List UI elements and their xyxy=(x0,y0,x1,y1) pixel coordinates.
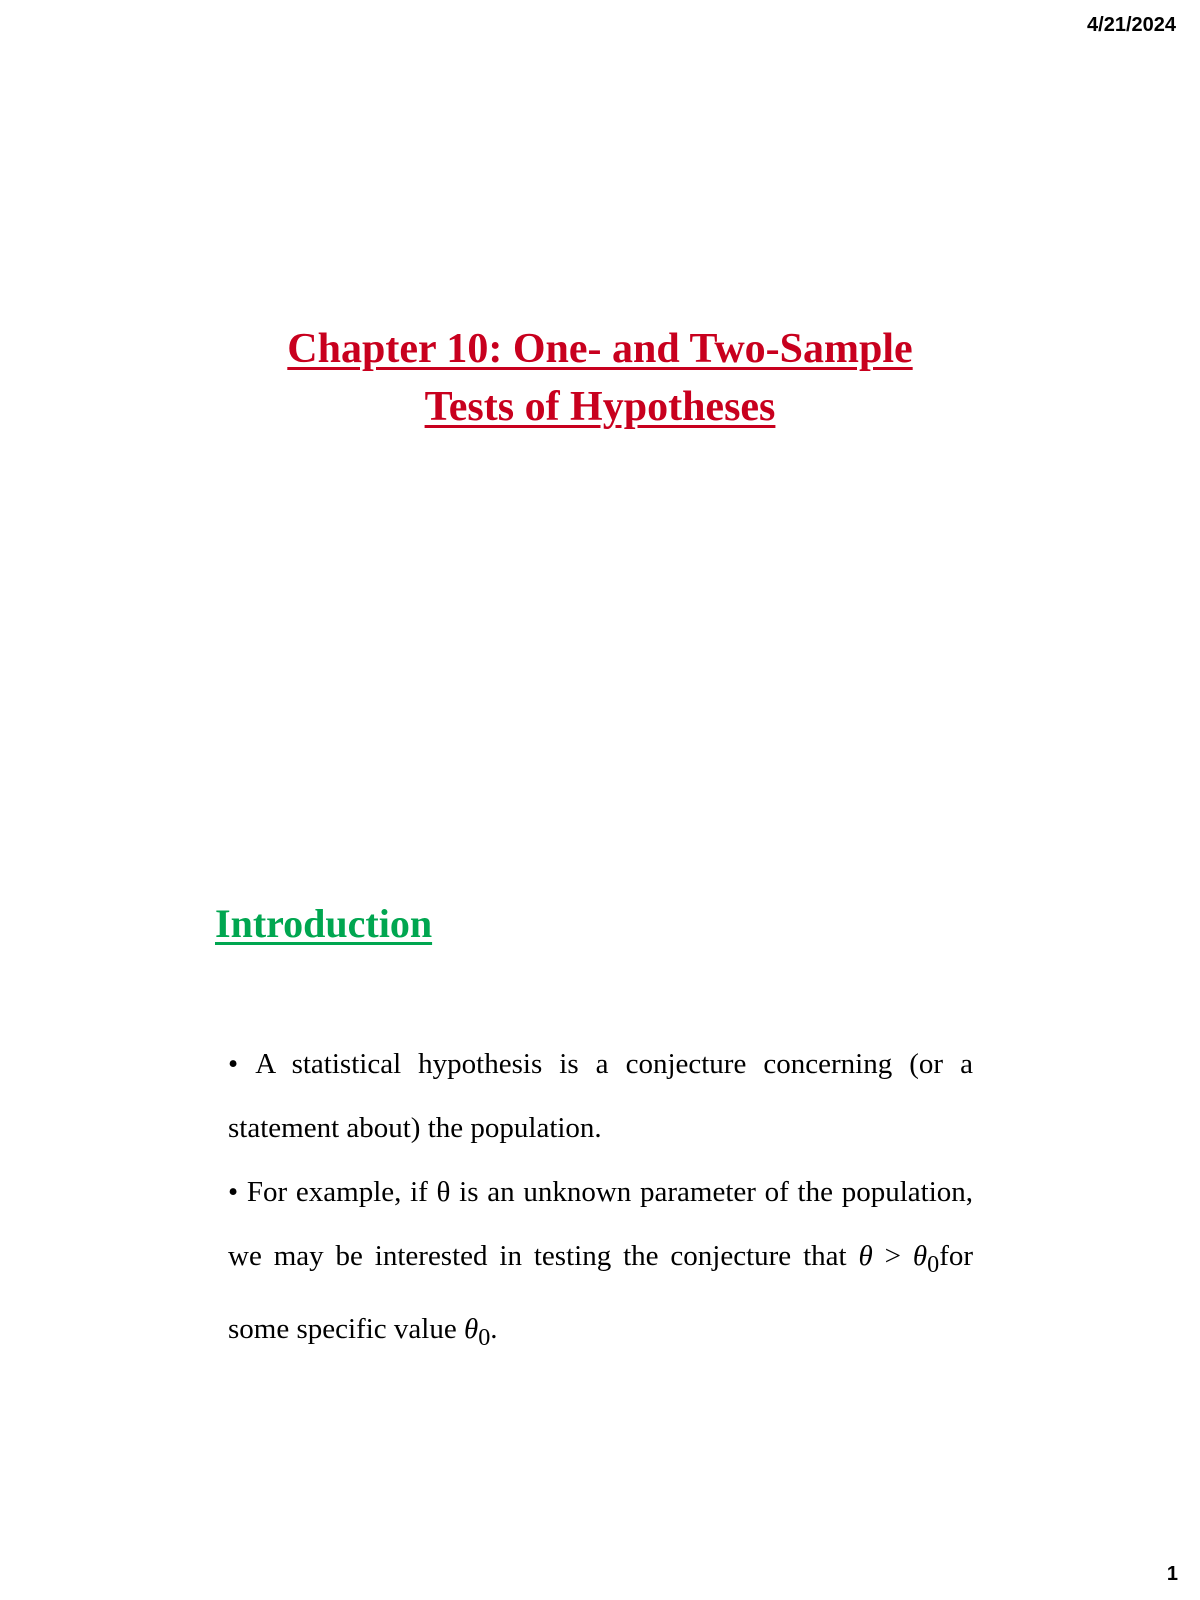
page-number: 1 xyxy=(1166,1563,1178,1585)
bullet-item: • For example, if θ is an unknown parameter of the population, we may be interested in testing the conjecture that $\theta > \theta_0for$ some specific value $\theta_0$. xyxy=(228,1176,974,1351)
math-greater-than: > xyxy=(872,1240,913,1272)
page-date: 4/21/2024 xyxy=(1087,14,1176,36)
chapter-title xyxy=(0,320,1200,436)
math-theta: θ xyxy=(858,1240,873,1272)
math-subscript: 0 xyxy=(478,1323,491,1351)
bullet-item: • A statistical hypothesis is a conjecture concerning (or a statement about) the population. xyxy=(228,1048,973,1144)
bullet-text: for some specific value xyxy=(228,1240,974,1345)
chapter-title-line-1: Chapter 10: One- and Two-Sample xyxy=(287,326,913,372)
title-slide xyxy=(0,320,1200,436)
bullet-text: A statistical hypothesis is a conjecture concerning (or a statement about) the population. xyxy=(228,1048,973,1144)
section-heading: Introduction xyxy=(215,901,433,946)
math-theta-zero: θ xyxy=(912,1240,928,1272)
slide-body xyxy=(228,1032,973,1370)
chapter-title-line-2: Tests of Hypotheses xyxy=(424,384,776,430)
bullet-text: For example, if θ is an unknown parameter of the population, we may be interested in testing the conjecture that xyxy=(228,1176,973,1272)
math-subscript: 0 xyxy=(927,1250,940,1278)
bullet-text: . xyxy=(490,1312,498,1345)
math-theta-zero-value: θ xyxy=(463,1312,479,1345)
